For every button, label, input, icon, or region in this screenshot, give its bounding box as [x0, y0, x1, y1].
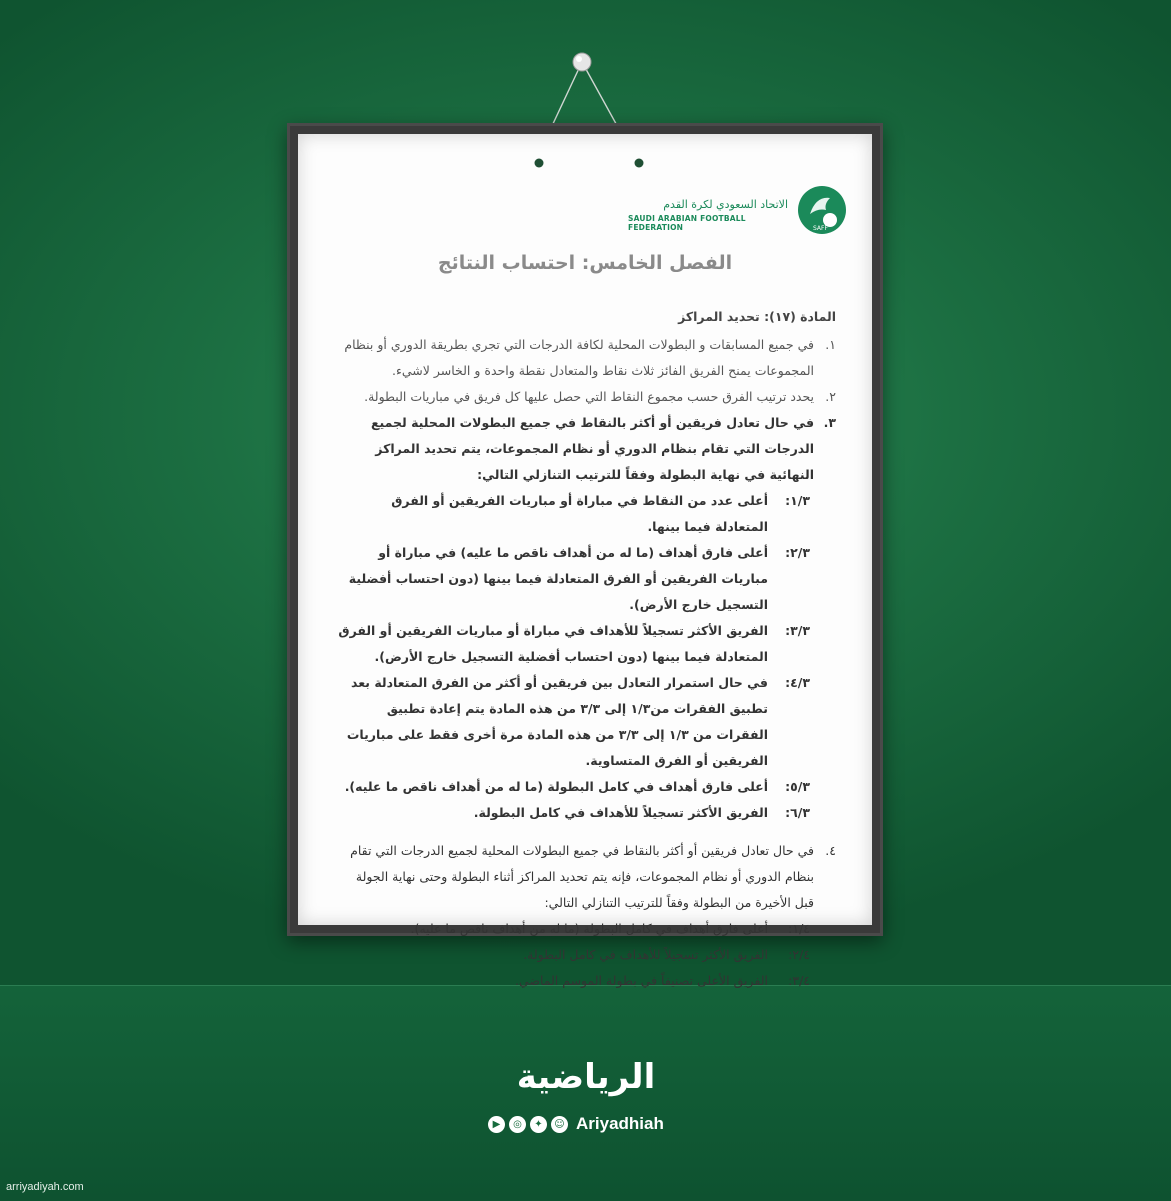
- sub-item-number: ٥/٣:: [785, 779, 810, 794]
- sub-item-number: ٦/٣:: [785, 805, 810, 820]
- sub-item: [338, 968, 836, 994]
- document-title: الفصل الخامس: احتساب النتائج: [437, 252, 733, 274]
- sub-item-text: الفريق الأكثر تسجيلاً للأهداف في مباراة أو مباريات الفريقين أو الفرق المتعادلة فيما بينها (دون احتساب أفضلية التسجيل خارج الأرض).: [338, 623, 768, 664]
- item-text: في حال تعادل فريقين أو أكثر بالنقاط في جميع البطولات المحلية لجميع الدرجات التي تقام بنظام الدوري أو نظام المجموعات، فإنه يتم تحديد المراكز أثناء البطولة وحتى نهاية الجولة قبل الأخيرة من البطولة وفقاً للترتيب التنازلي التالي:: [350, 843, 814, 910]
- sub-item: [338, 670, 836, 774]
- item-text: في حال تعادل فريقين أو أكثر بالنقاط في جميع البطولات المحلية لجميع الدرجات التي تقام بنظام الدوري أو نظام المجموعات، يتم تحديد المراكز النهائية في نهاية البطولة وفقاً للترتيب التنازلي التالي:: [371, 415, 814, 482]
- list-item: [338, 332, 836, 384]
- list-item: [338, 410, 836, 488]
- sub-item: [338, 800, 836, 826]
- list-item: [338, 384, 836, 410]
- article-heading: المادة (١٧): تحديد المراكز: [678, 309, 836, 324]
- item-number: ١.: [825, 337, 836, 352]
- sub-item: [338, 916, 836, 942]
- document-frame: [287, 123, 883, 988]
- logo-arabic-text: الاتحاد السعودي لكرة القدم: [663, 198, 788, 211]
- saff-emblem-icon: [796, 184, 848, 236]
- item-text: يحدد ترتيب الفرق حسب مجموع النقاط التي حصل عليها كل فريق في مباريات البطولة.: [364, 389, 814, 404]
- sub-item-number: ٢/٣:: [785, 545, 810, 560]
- sub-item-number: ١/٣:: [785, 493, 810, 508]
- ariyadhiah-logo-icon: [486, 1052, 686, 1102]
- sub-item-number: ٤/٣:: [785, 675, 810, 690]
- sub-item: [338, 488, 836, 540]
- site-url[interactable]: arriyadiyah.com: [6, 1181, 84, 1193]
- ariyadhiah-logo: [0, 1052, 1171, 1106]
- youtube-icon[interactable]: ▶: [488, 1116, 505, 1133]
- sub-item: [338, 618, 836, 670]
- logo-english-text: SAUDI ARABIAN FOOTBALL FEDERATION: [628, 214, 746, 232]
- sub-item-text: أعلى عدد من النقاط في مباراة أو مباريات الفريقين أو الفرق المتعادلة فيما بينها.: [391, 493, 768, 534]
- sub-item-text: الفريق الأكثر تسجيلاً للأهداف في كامل البطولة.: [473, 805, 768, 820]
- instagram-icon[interactable]: ◎: [509, 1116, 526, 1133]
- emblem-text: SAFF: [813, 225, 828, 232]
- sub-item-number: ١/٤:: [788, 921, 810, 936]
- sub-item: [338, 942, 836, 968]
- item-number: ٤.: [825, 843, 836, 858]
- sub-item-number: ٣/٤:: [788, 973, 810, 988]
- list-item: [338, 838, 836, 916]
- spacer: [338, 826, 836, 838]
- sub-item: [338, 774, 836, 800]
- sub-item-number: ٢/٤:: [788, 947, 810, 962]
- brand-logo-text: الرياضية: [516, 1057, 655, 1097]
- sub-item-text: الفريق الأعلى تصنيفاً في بطولة الموسم الماضي.: [514, 973, 768, 988]
- social-handle: [488, 1112, 664, 1136]
- sub-item-text: أعلى فارق أهداف في كامل البطولة (ما له من أهداف ناقص ما عليه).: [410, 921, 768, 936]
- item-number: ٣.: [823, 415, 836, 430]
- document-body: [338, 304, 836, 994]
- snapchat-icon[interactable]: ☺: [551, 1116, 568, 1133]
- handle-text: Ariyadhiah: [576, 1114, 664, 1133]
- sub-item-text: في حال استمرار التعادل بين فريقين أو أكثر من الفرق المتعادلة بعد تطبيق الفقرات من١/٣ إلى ٣/٣ من هذه المادة يتم إعادة تطبيق الفقرات من ١/٣ إلى ٣/٣ من هذه المادة مرة أخرى فقط على مباريات الفريقين أو الفرق المتساوية.: [346, 675, 768, 768]
- document-paper: [298, 134, 872, 988]
- sub-item: [338, 540, 836, 618]
- twitter-icon[interactable]: ✦: [530, 1116, 547, 1133]
- item-number: ٢.: [825, 389, 836, 404]
- sub-item-text: أعلى فارق أهداف في كامل البطولة (ما له من أهداف ناقص ما عليه).: [344, 779, 768, 794]
- item-text: في جميع المسابقات و البطولات المحلية لكافة الدرجات التي تجري بطريقة الدوري أو بنظام المجموعات يمنح الفريق الفائز ثلاث نقاط والمتعادل نقطة واحدة و الخاسر لاشيء.: [344, 337, 814, 378]
- sub-item-number: ٣/٣:: [785, 623, 810, 638]
- saff-logo: [628, 184, 848, 244]
- sub-item-text: أعلى فارق أهداف (ما له من أهداف ناقص ما عليه) في مباراة أو مباريات الفريقين أو الفرق المتعادلة فيما بينها (دون احتساب أفضلية التسجيل خارج الأرض).: [348, 545, 768, 612]
- sub-item-text: الفريق الأكثر تسجيلاً للأهداف في كامل البطولة.: [523, 947, 768, 962]
